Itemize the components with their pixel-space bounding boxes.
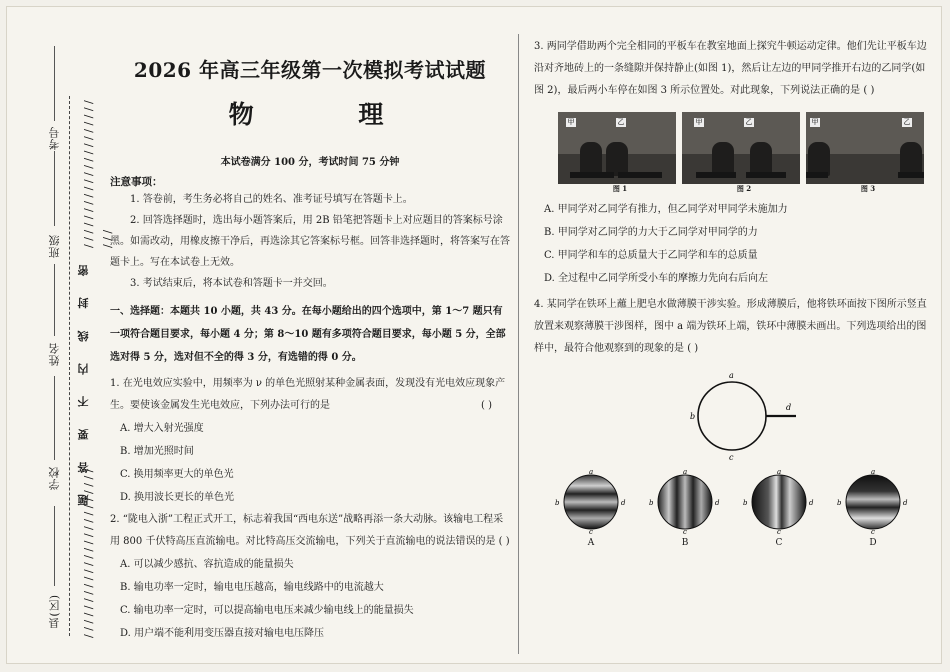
kaohao-line (54, 46, 55, 121)
figure-3-photo (806, 112, 924, 184)
question-2-text: 2. “陇电入浙”工程正式开工，标志着我国“西电东送”战略再添一条大动脉。该输电工程采用 800 千伏特高压直流输电。对比特高压交流输电，下列关于直流输电的说法错误的是 (110, 514, 504, 547)
svg-text:c: c (871, 528, 875, 534)
svg-text:b: b (555, 499, 560, 507)
iron-ring (698, 382, 766, 450)
svg-text:b: b (649, 499, 654, 507)
right-column (534, 36, 930, 548)
notes-heading: 注意事项： (110, 176, 163, 188)
answer-paren: ( ) (498, 536, 510, 547)
tag-jia: 甲 (567, 118, 575, 126)
note-item: 2. 回答选择题时，选出每小题答案后，用 2B 铅笔把答题卡上对应题目的答案标号涂黑。如需改动，用橡皮擦干净后，再选涂其它答案标号框。回答非选择题时，将答案写在答题卡上。写在本试卷上无效。 (110, 215, 510, 268)
xuexiao-label: 学校 (48, 466, 61, 490)
fringe-choice-c (739, 468, 819, 548)
kaohao-label: 考号 (48, 126, 61, 150)
tag-jia: 甲 (695, 118, 703, 126)
section-heading: 一、选择题：本题共 10 小题，共 43 分。在每小题给出的四个选项中，第 1～7 题只有一项符合题目要求，每小题 4 分；第 8～10 题有多项符合题目要求，每小题 5 分，全部选对得 5 分，选对但不全的得 3 分，有选错的得 0 分。 (110, 306, 506, 363)
choice-label: A (587, 538, 595, 548)
ring-diagram (534, 366, 930, 466)
svg-text:a: a (683, 468, 688, 476)
xingming-label: 姓名 (48, 342, 61, 366)
option-item: A. 可以减少感抗、容抗造成的能量损失 (120, 559, 294, 570)
question-4-text: 4. 某同学在铁环上蘸上肥皂水做薄膜干涉实验。形成薄膜后，他将铁环面按下图所示竖直放置来观察薄膜干涉图样，图中 a 端为铁环上端，铁环中薄膜未画出。下列选项给出的图样中，最符合他观察到的现象的是 (534, 299, 927, 354)
ring-label-b: b (690, 412, 696, 421)
answer-paren: ( ) (481, 400, 492, 411)
svg-text:a: a (871, 468, 876, 476)
tag-yi: 乙 (903, 118, 911, 126)
ring-svg (534, 366, 930, 466)
figure-2-photo (682, 112, 800, 184)
option-item: D. 全过程中乙同学所受小车的摩擦力先向右后向左 (544, 273, 769, 284)
fringe-disc (846, 475, 900, 529)
figure-caption: 图 3 (860, 184, 876, 193)
left-column (110, 46, 510, 645)
question-3-text: 3. 两同学借助两个完全相同的平板车在教室地面上探究牛顿运动定律。他们先让平板车边沿对齐地砖上的一条缝隙并保持静止(如图 1)，然后让左边的甲同学推开右边的乙同学(如图 2)，最后两小车停在如图 3 所示位置处。对此现象，下列说法正确的是 (534, 41, 927, 96)
exam-page (6, 6, 942, 664)
svg-text:d: d (621, 499, 626, 507)
svg-text:a: a (777, 468, 782, 476)
figure-photos (534, 112, 930, 184)
fringe-disc (752, 475, 806, 529)
slash-row-bottom: / / / / / / / / / / / / / / / / / / / / / / / / (82, 468, 95, 638)
option-item: D. 换用波长更长的单色光 (120, 492, 235, 503)
svg-text:b: b (743, 499, 748, 507)
exam-title: 2026 年高三年级第一次模拟考试试题 (133, 58, 487, 82)
seal-text: 题 答 要 不 内 线 封 密 (77, 256, 90, 506)
fringe-choice-d (833, 468, 913, 548)
question-stem (534, 36, 930, 102)
svg-text:d: d (903, 499, 908, 507)
subject-title: 物 理 (228, 100, 432, 129)
note-item: 1. 答卷前，考生务必将自己的姓名、准考证号填写在答题卡上。 (130, 194, 413, 205)
answer-paren: ( ) (863, 85, 875, 96)
ring-label-d: d (786, 403, 792, 412)
option-item: C. 输电功率一定时，可以提高输电电压来减少输电线上的能量损失 (120, 605, 414, 616)
fringe-options (534, 468, 930, 548)
option-item: D. 用户端不能利用变压器直接对输电电压降压 (120, 628, 325, 639)
option-item: C. 甲同学和车的总质量大于乙同学和车的总质量 (544, 250, 758, 261)
banji-line (54, 151, 55, 226)
xingming-line (54, 264, 55, 336)
tag-jia: 甲 (811, 118, 819, 126)
fringe-choice-a (551, 468, 631, 548)
column-divider (518, 34, 519, 654)
option-item: B. 输电功率一定时，输电电压越高，输电线路中的电流越大 (120, 582, 384, 593)
figure-caption: 图 1 (612, 184, 628, 193)
question-stem (110, 373, 510, 417)
svg-text:d: d (715, 499, 720, 507)
choice-label: B (681, 538, 689, 548)
svg-text:c: c (777, 528, 781, 534)
svg-text:c: c (683, 528, 687, 534)
binding-strip (6, 6, 114, 664)
ring-label-a: a (729, 371, 734, 380)
question-stem (534, 294, 930, 360)
svg-text:c: c (589, 528, 593, 534)
answer-paren: ( ) (687, 343, 699, 354)
xuexiao-line (54, 376, 55, 460)
choice-label: C (775, 538, 783, 548)
option-item: A. 增大入射光强度 (120, 423, 204, 434)
figure-caption: 图 2 (736, 184, 752, 193)
figure-1-photo (558, 112, 676, 184)
exam-info: 本试卷满分 100 分，考试时间 75 分钟 (220, 157, 400, 168)
option-item: B. 甲同学对乙同学的力大于乙同学对甲同学的力 (544, 227, 758, 238)
fringe-disc (564, 475, 618, 529)
xianqu-line (54, 506, 55, 586)
ring-label-c: c (729, 453, 734, 462)
tag-yi: 乙 (745, 118, 753, 126)
tag-yi: 乙 (617, 118, 625, 126)
question-1-text: 1. 在光电效应实验中，用频率为 ν 的单色光照射某种金属表面，发现没有光电效应现象产生。要使该金属发生光电效应，下列办法可行的是 (110, 378, 506, 411)
fringe-disc (658, 475, 712, 529)
svg-text:b: b (837, 499, 842, 507)
question-stem (110, 509, 510, 553)
option-item: C. 换用频率更大的单色光 (120, 469, 234, 480)
option-item: B. 增加光照时间 (120, 446, 194, 457)
fringe-choice-b (645, 468, 725, 548)
figure-captions (534, 184, 930, 194)
svg-text:d: d (809, 499, 814, 507)
slash-row-top: / / / / / / / / / / / / / / / / / / / / / / / / (82, 100, 114, 248)
option-item: A. 甲同学对乙同学有推力，但乙同学对甲同学未施加力 (544, 204, 788, 215)
svg-text:a: a (589, 468, 594, 476)
note-item: 3. 考试结束后，将本试卷和答题卡一并交回。 (130, 278, 333, 289)
choice-label: D (869, 538, 877, 548)
xianqu-label: 县(区) (48, 594, 61, 629)
banji-label: 班级 (48, 234, 61, 258)
